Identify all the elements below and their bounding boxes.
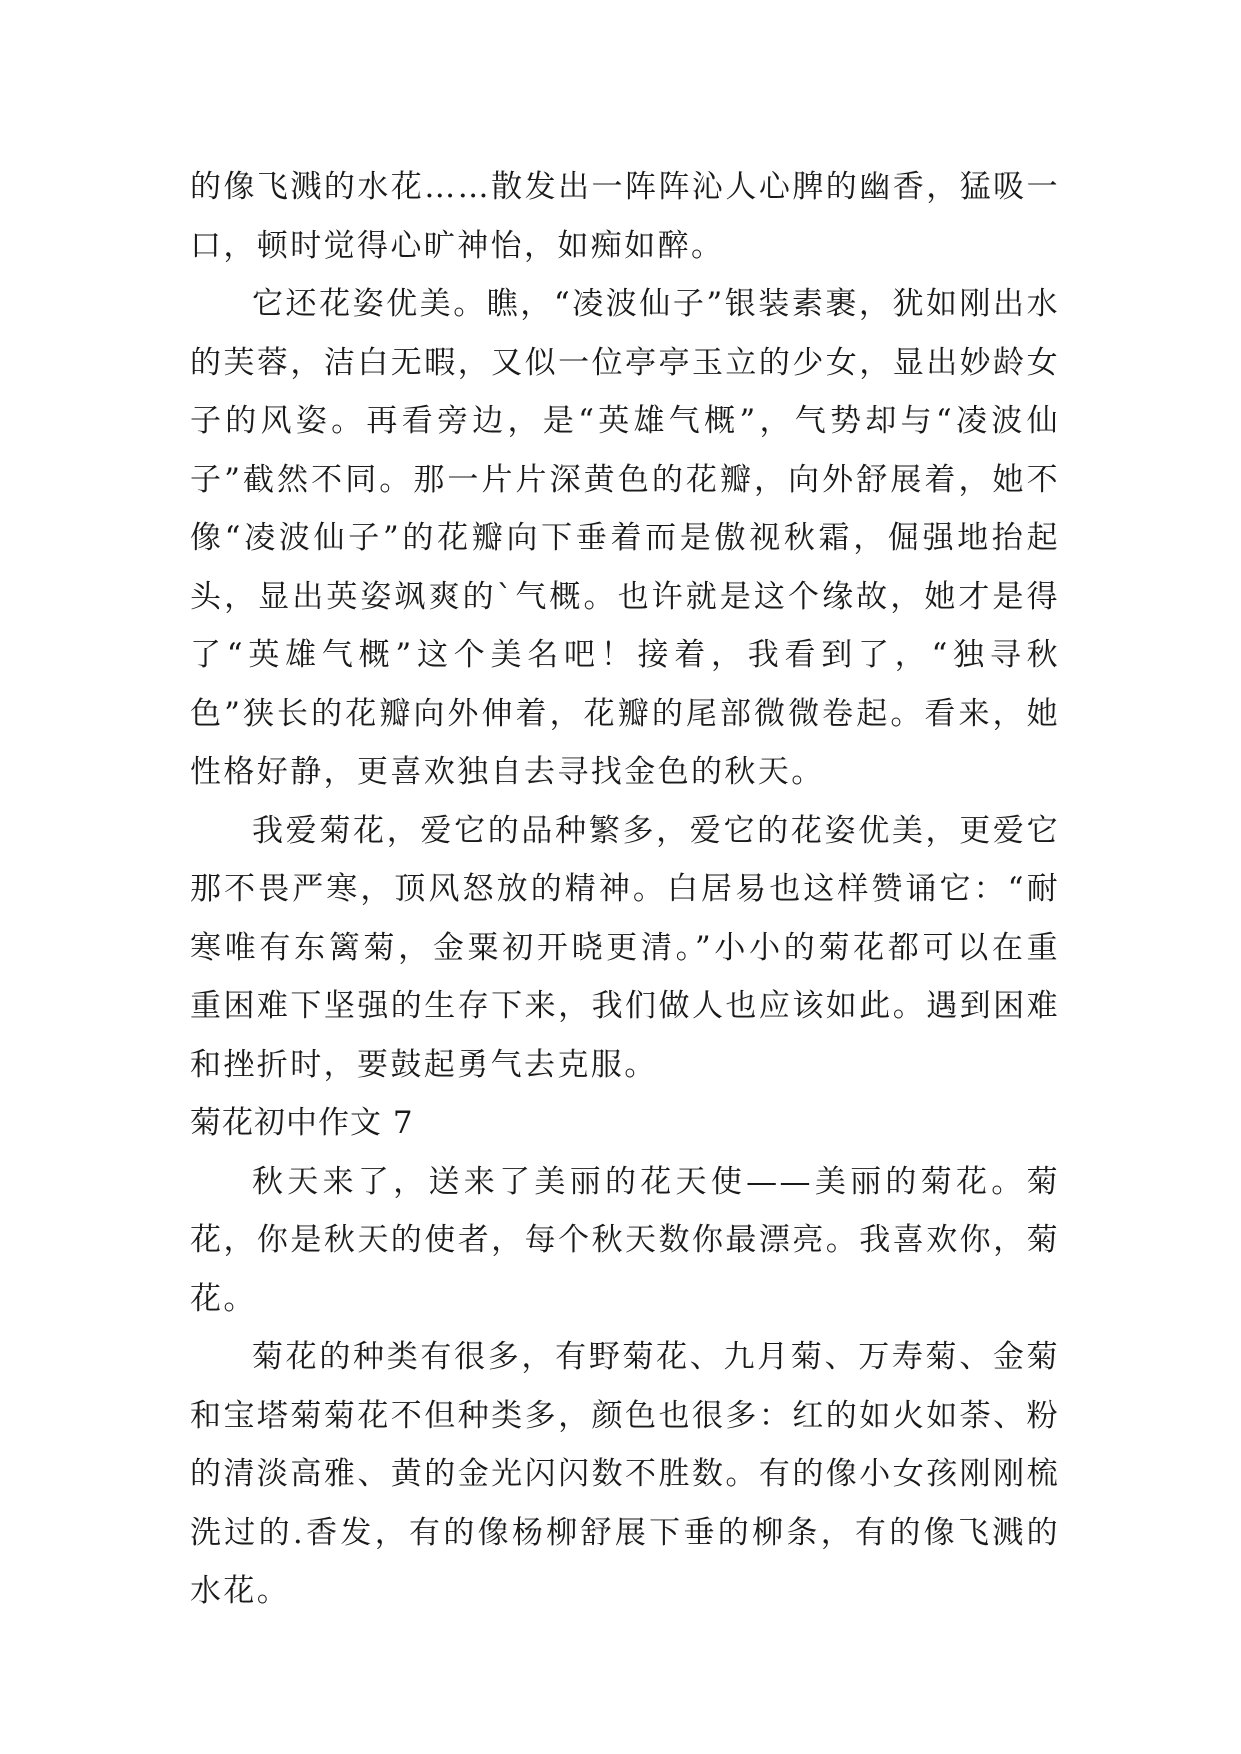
section-heading: 菊花初中作文 7 bbox=[190, 1105, 414, 1141]
paragraph-flower-posture: 它还花姿优美。瞧，“凌波仙子”银装素裹，犹如刚出水的芙蓉，洁白无暇，又似一位亭亭玉立的少女，显出妙龄女子的风姿。再看旁边，是“英雄气概”，气势却与“凌波仙子”截然不同。那一片片深黄色的花瓣，向外舒展着，她不像“凌波仙子”的花瓣向下垂着而是傲视秋霜，倔强地抬起头，显出英姿飒爽的`气概。也许就是这个缘故，她才是得了“英雄气概”这个美名吧！接着，我看到了，“独寻秋色”狭长的花瓣向外伸着，花瓣的尾部微微卷起。看来，她性格好静，更喜欢独自去寻找金色的秋天。 bbox=[190, 286, 1060, 790]
paragraph-autumn-arrival: 秋天来了，送来了美丽的花天使——美丽的菊花。菊花，你是秋天的使者，每个秋天数你最漂亮。我喜欢你，菊花。 bbox=[190, 1163, 1060, 1317]
document-body bbox=[190, 158, 1060, 1621]
paragraph-love-chrysanthemum: 我爱菊花，爱它的品种繁多，爱它的花姿优美，更爱它那不畏严寒，顶风怒放的精神。白居易也这样赞诵它：“耐寒唯有东篱菊，金粟初开晓更清。”小小的菊花都可以在重重困难下坚强的生存下来，我们做人也应该如此。遇到困难和挫折时，要鼓起勇气去克服。 bbox=[190, 812, 1060, 1083]
paragraph-continuation: 的像飞溅的水花……散发出一阵阵沁人心脾的幽香，猛吸一口，顿时觉得心旷神怡，如痴如醉。 bbox=[190, 169, 1060, 264]
paragraph-chrysanthemum-types: 菊花的种类有很多，有野菊花、九月菊、万寿菊、金菊和宝塔菊菊花不但种类多，颜色也很多：红的如火如荼、粉的清淡高雅、黄的金光闪闪数不胜数。有的像小女孩刚刚梳洗过的.香发，有的像杨柳舒展下垂的柳条，有的像飞溅的水花。 bbox=[190, 1339, 1060, 1609]
